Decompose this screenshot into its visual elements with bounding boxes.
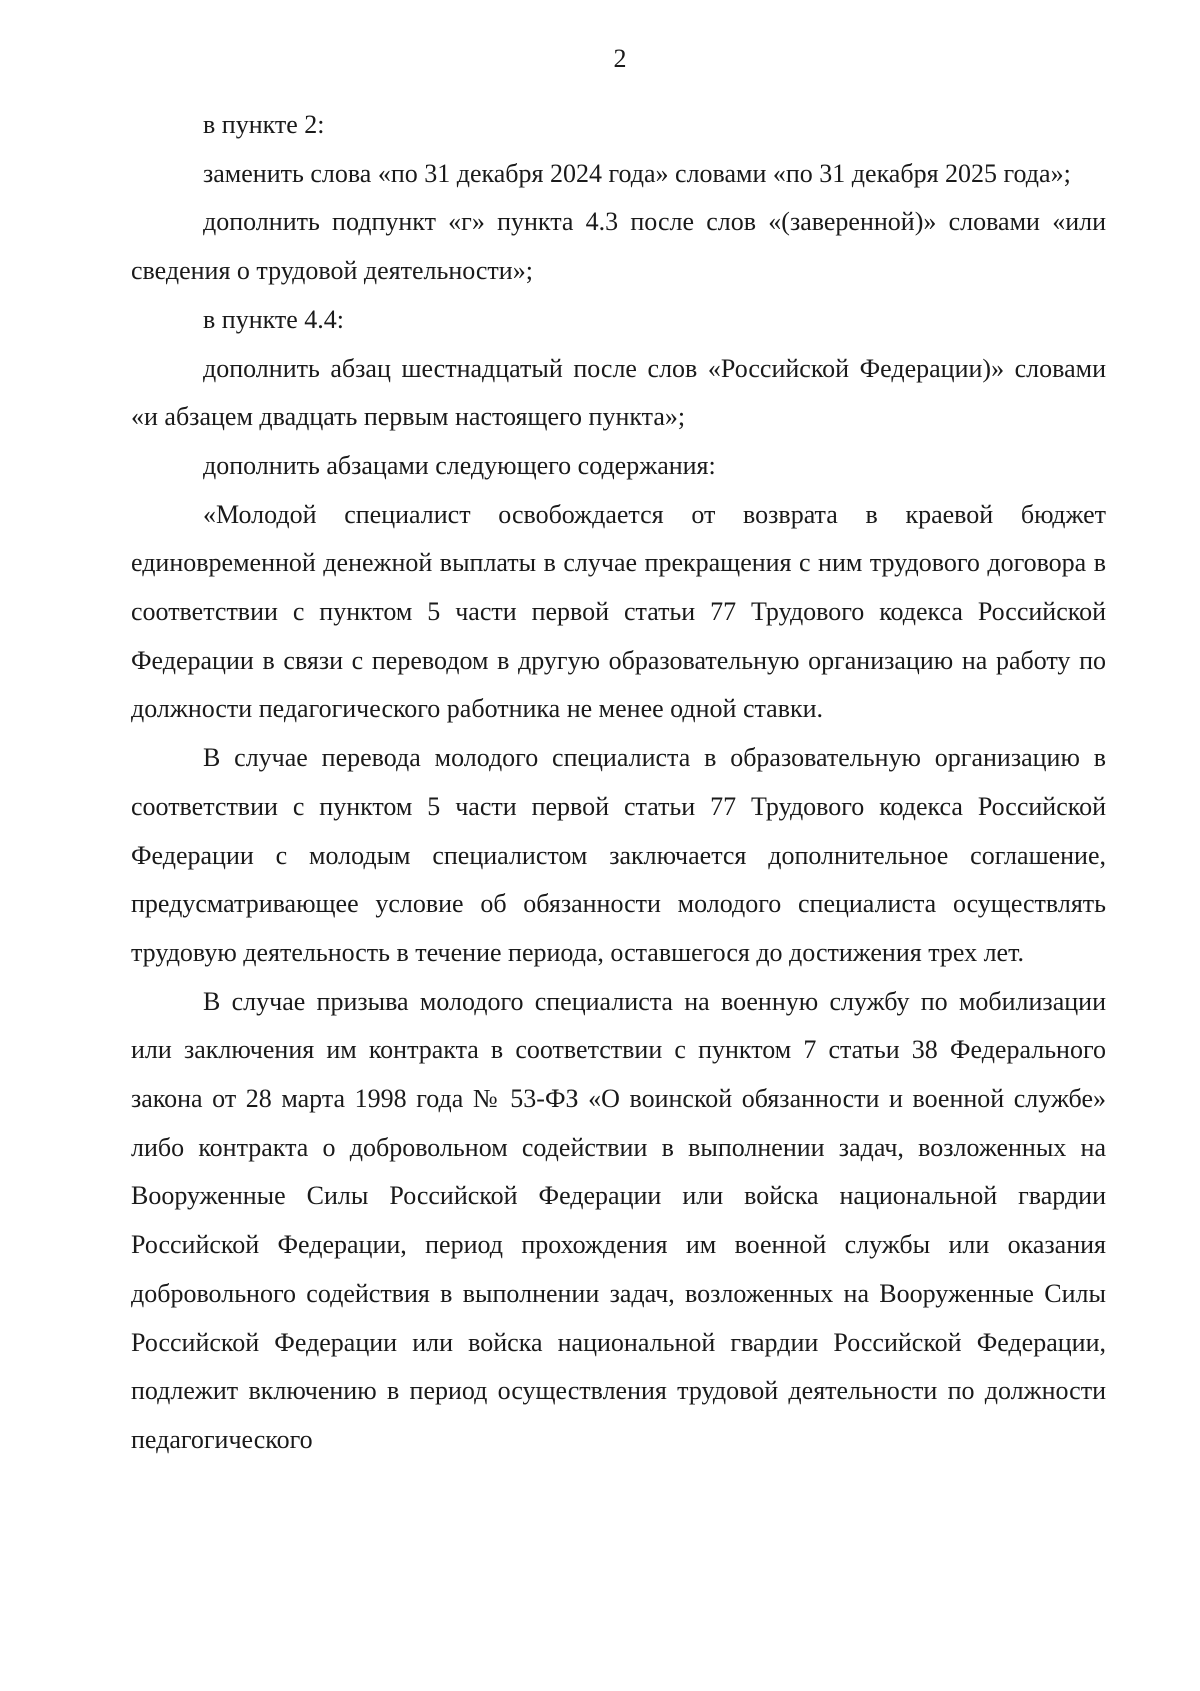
paragraph-1: в пункте 2: (203, 110, 325, 139)
paragraph-5: дополнить абзац шестнадцатый после слов «Российской Федерации)» словами «и абзацем двадцать первым настоящего пункта»; (131, 353, 1106, 432)
paragraph-3: дополнить подпункт «г» пункта 4.3 после слов «(заверенной)» словами «или сведения о трудовой деятельности»; (131, 207, 1106, 286)
page-number: 2 (613, 44, 627, 73)
paragraph-6: дополнить абзацами следующего содержания: (203, 450, 716, 480)
paragraph-4: в пункте 4.4: (203, 304, 345, 334)
document-body (131, 101, 1106, 1465)
paragraph-8: В случае перевода молодого специалиста в образовательную организацию в соответствии с пунктом 5 части первой статьи 77 Трудового кодекса Российской Федерации с молодым специалистом заключается дополнительное соглашение, предусматривающее условие об обязанности молодого специалиста осуществлять трудовую деятельность в течение периода, оставшегося до достижения трех лет. (131, 743, 1106, 967)
paragraph-9: В случае призыва молодого специалиста на военную службу по мобилизации или заключения им контракта в соответствии с пунктом 7 статьи 38 Федерального закона от 28 марта 1998 года № 53-ФЗ «О воинской обязанности и военной службе» либо контракта о добровольном содействии в выполнении задач, возложенных на Вооруженные Силы Российской Федерации или войска национальной гвардии Российской Федерации, период прохождения им военной службы или оказания добровольного содействия в выполнении задач, возложенных на Вооруженные Силы Российской Федерации или войска национальной гвардии Российской Федерации, подлежит включению в период осуществления трудовой деятельности по должности педагогического (131, 986, 1106, 1454)
paragraph-2: заменить слова «по 31 декабря 2024 года» словами «по 31 декабря 2025 года»; (203, 158, 1071, 188)
paragraph-7: «Молодой специалист освобождается от возврата в краевой бюджет единовременной денежной выплаты в случае прекращения с ним трудового договора в соответствии с пунктом 5 части первой статьи 77 Трудового кодекса Российской Федерации в связи с переводом в другую образовательную организацию на работу по должности педагогического работника не менее одной ставки. (131, 499, 1106, 724)
